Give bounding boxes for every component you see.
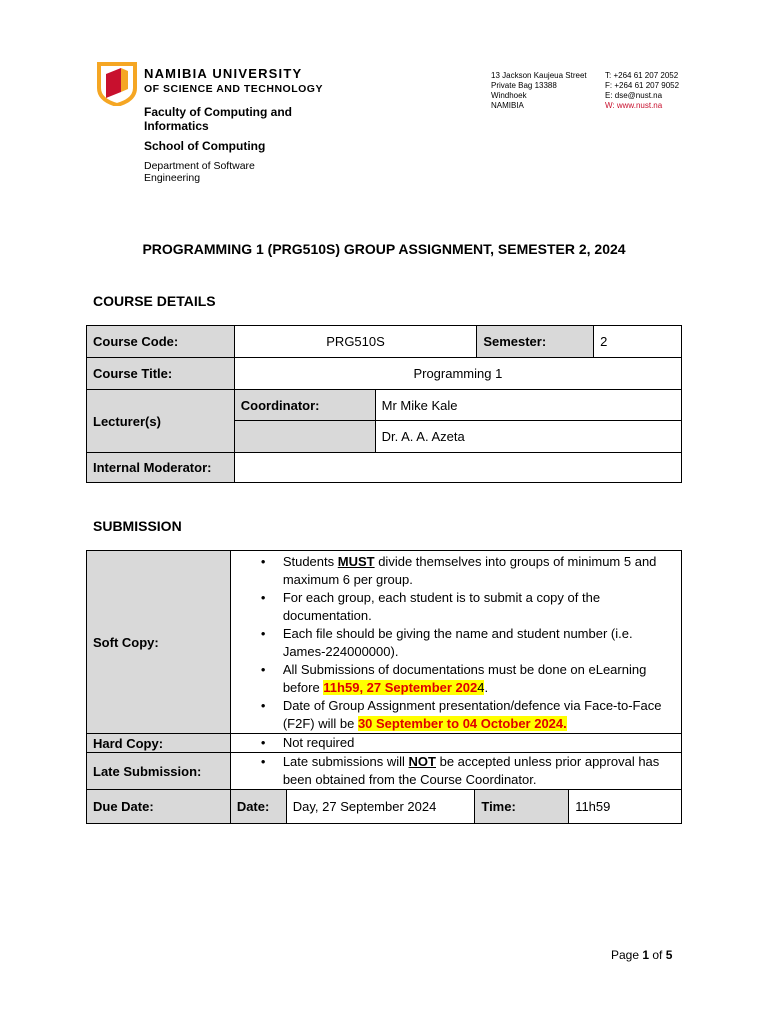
course-details-heading: COURSE DETAILS	[93, 293, 216, 309]
list-item: • All Submissions of documentations must be done on eLearning before 11h59, 27 September 2024.	[283, 661, 671, 697]
soft-copy-list	[231, 553, 671, 733]
lecturer-value: Dr. A. A. Azeta	[375, 421, 681, 453]
school-name: School of Computing	[144, 139, 266, 153]
course-code-value: PRG510S	[234, 326, 477, 358]
course-title-value: Programming 1	[234, 358, 681, 390]
table-row	[87, 453, 682, 483]
list-item: • Late submissions will NOT be accepted unless prior approval has been obtained from the Course Coordinator.	[283, 753, 671, 789]
table-row	[87, 358, 682, 390]
contact-email[interactable]: E: dse@nust.na	[605, 91, 663, 100]
lecturers-label: Lecturer(s)	[87, 390, 235, 453]
date-value: Day, 27 September 2024	[286, 790, 475, 824]
address-line: NAMIBIA	[491, 101, 524, 110]
date-label: Date:	[230, 790, 286, 824]
course-details-table	[86, 325, 682, 483]
coordinator-value: Mr Mike Kale	[375, 390, 681, 421]
late-submission-label: Late Submission:	[87, 753, 231, 790]
contact-phone: T: +264 61 207 2052	[605, 71, 679, 80]
moderator-value	[234, 453, 681, 483]
contact-fax: F: +264 61 207 9052	[605, 81, 680, 90]
hard-copy-label: Hard Copy:	[87, 734, 231, 753]
coordinator-label: Coordinator:	[234, 390, 375, 421]
submission-heading: SUBMISSION	[93, 518, 182, 534]
address-block	[491, 71, 587, 111]
address-line: Windhoek	[491, 91, 527, 100]
table-row	[87, 326, 682, 358]
list-item: • Each file should be giving the name and student number (i.e. James-224000000).	[283, 625, 671, 661]
due-date-label: Due Date:	[87, 790, 231, 824]
document-title: PROGRAMMING 1 (PRG510S) GROUP ASSIGNMENT, SEMESTER 2, 2024	[142, 241, 626, 257]
department-name: Department of Software Engineering	[144, 160, 255, 184]
blank-cell	[234, 421, 375, 453]
course-code-label: Course Code:	[87, 326, 235, 358]
hard-copy-details	[230, 734, 681, 753]
semester-label: Semester:	[477, 326, 594, 358]
table-row	[87, 551, 682, 734]
time-label: Time:	[475, 790, 569, 824]
table-row	[87, 390, 682, 421]
list-item: • Date of Group Assignment presentation/defence via Face-to-Face (F2F) will be 30 September to 04 October 2024.	[283, 697, 671, 733]
university-subtitle: OF SCIENCE AND TECHNOLOGY	[144, 83, 323, 95]
table-row	[87, 734, 682, 753]
moderator-label: Internal Moderator:	[87, 453, 235, 483]
soft-copy-label: Soft Copy:	[87, 551, 231, 734]
presentation-highlight: 30 September to 04 October 2024.	[357, 716, 567, 731]
submission-table	[86, 550, 682, 824]
contact-website[interactable]: W: www.nust.na	[605, 101, 663, 110]
page-number: Page 1 of 5	[611, 948, 673, 962]
nust-logo-icon	[96, 62, 138, 106]
university-name: NAMIBIA UNIVERSITY	[144, 66, 303, 81]
contact-block	[605, 71, 679, 111]
table-row	[87, 790, 682, 824]
semester-value: 2	[594, 326, 682, 358]
list-item: • Not required	[283, 734, 671, 752]
address-line: 13 Jackson Kaujeua Street	[491, 71, 587, 80]
deadline-highlight: 11h59, 27 September 202	[323, 680, 478, 695]
time-value: 11h59	[569, 790, 682, 824]
faculty-name: Faculty of Computing and Informatics	[144, 105, 292, 133]
soft-copy-details	[230, 551, 681, 734]
list-item: • Students MUST divide themselves into groups of minimum 5 and maximum 6 per group.	[283, 553, 671, 589]
course-title-label: Course Title:	[87, 358, 235, 390]
list-item: • For each group, each student is to submit a copy of the documentation.	[283, 589, 671, 625]
late-submission-details	[230, 753, 681, 790]
table-row	[87, 753, 682, 790]
address-line: Private Bag 13388	[491, 81, 557, 90]
